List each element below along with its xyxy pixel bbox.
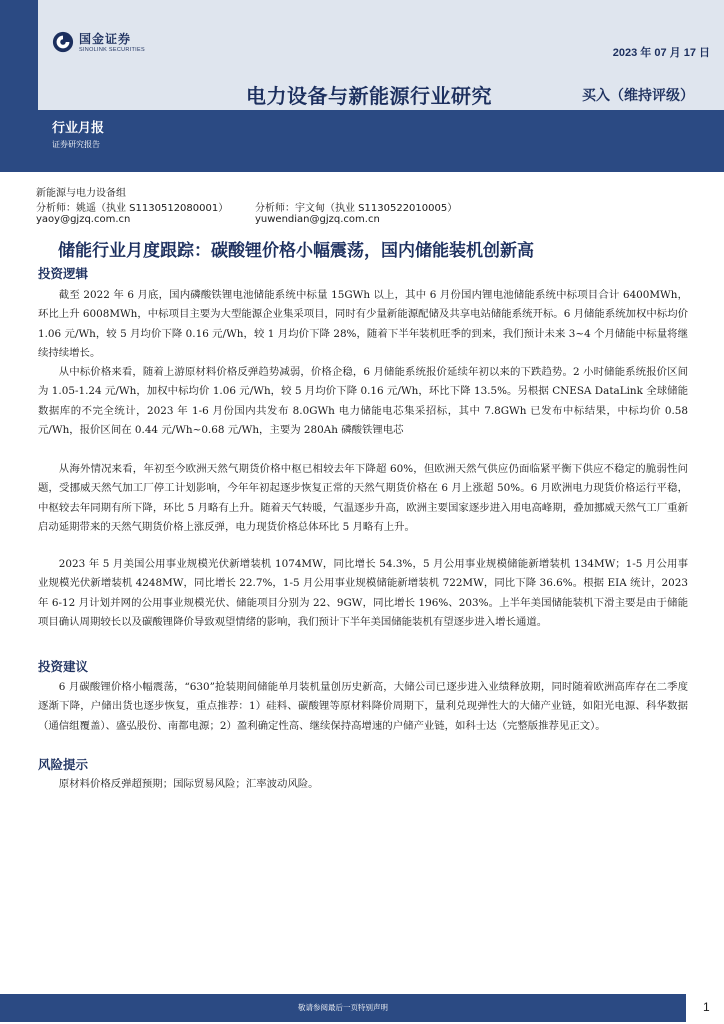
paragraph: 6 月碳酸锂价格小幅震荡，“630”抢装期间储能单月装机量创历史新高，大储公司已逐步进入业绩释放期，同时随着欧洲高库存在二季度逐渐下降，户储出货也逐步恢复，重点推荐：1）硅料、碳酸锂等原材料降价周期下，量利兑现弹性大的大储产业链，如阳光电源、科华数据（通信组覆盖）、盛弘股份、南都电源；2）盈利确定性高、继续保持高增速的户储产业链，如科士达（完整版推荐见正文）。 [38,681,688,732]
rating-badge: 买入（维持评级） [582,88,694,104]
paragraph: 2023 年 5 月美国公用事业规模光伏新增装机 1074MW，同比增长 54.3%，5 月公用事业规模储能新增装机 134MW；1-5 月公用事业规模光伏新增装机 4248MW，同比增长 22.7%，1-5 月公用事业规模储能新增装机 722MW，同比下降 36.6%。根据 EIA 统计，2023 年 6-12 月计划并网的公用事业规模光伏、储能项目分别为 22、9GW，同比增长 196%、203%。上半年美国储能装机下滑主要是由于储能项目确认周期较长以及碳酸锂降价导致观望情绪的影响，我们预计下半年美国储能装机有望逐步进入增长通道。 [38,558,688,629]
analyst-2: 分析师：宇文甸（执业 S1130522010005） [255,203,458,214]
section-heading-logic: 投资逻辑 [38,266,89,281]
analyst-2-email[interactable]: yuwendian@gjzq.com.cn [255,214,380,225]
paragraph: 原材料价格反弹超预期；国际贸易风险；汇率波动风险。 [58,778,319,790]
section-heading-advice: 投资建议 [38,659,89,674]
report-title: 电力设备与新能源行业研究 [246,84,492,108]
paragraph: 截至 2022 年 6 月底，国内磷酸铁锂电池储能系统中标量 15GWh 以上，其中 6 月份国内锂电池储能系统中标项目合计 6400MWh，环比上升 6008MWh，中标项目主要为大型能源企业集采项目，同时有少量新能源配储及共享电站储能系统开标。6 月储能系统加权中标均价 1.06 元/Wh，较 5 月均价下降 0.16 元/Wh，较 1 月均价下降 28%，随着下半年装机旺季的到来，我们预计未来 3~4 个月储能中标量将继续持续增长。 [38,289,688,360]
company-logo [52,30,145,53]
analyst-1-email[interactable]: yaoy@gjzq.com.cn [36,214,131,225]
page-number: 1 [703,1000,710,1014]
section-heading-risk: 风险提示 [38,757,89,772]
logo-name-cn: 国金证券 [79,32,132,46]
report-category: 证券研究报告 [52,140,100,149]
paragraph: 从海外情况来看，年初至今欧洲天然气期货价格中枢已相较去年下降超 60%，但欧洲天然气供应仍面临紧平衡下供应不稳定的脆弱性问题，受挪威天然气加工厂停工计划影响，今年年初起逐步恢复正常的天然气期货价格在 6 月上涨超 50%。6 月欧洲电力现货价格运行平稳，中枢较去年同期有所下降，环比 5 月略有上升。随着天气转暖，气温逐步升高，欧洲主要国家逐步进入用电高峰期，叠加挪威天然气工厂重新启动延期带来的天然气期货价格上涨反弹，电力现货价格总体环比 5 月略有上升。 [38,463,688,534]
logo-name-en: SINOLINK SECURITIES [79,47,145,53]
footer-disclaimer-note[interactable]: 敬请参阅最后一页特别声明 [298,1003,388,1012]
report-date: 2023 年 07 月 17 日 [612,47,710,59]
paragraph: 从中标价格来看，随着上游原材料价格反弹趋势减弱，价格企稳，6 月储能系统报价延续年初以来的下跌趋势。2 小时储能系统报价区间为 1.05-1.24 元/Wh，加权中标均价 1.06 元/Wh，较 5 月均价下降 0.16 元/Wh，环比下降 13.5%。另根据 CNESA DataLink 全球储能数据库的不完全统计，2023 年 1-6 月份国内共发布 8.0GWh 电力储能电芯集采招标，其中 7.8GWh 已发布中标结果，中标均价 0.58 元/Wh，报价区间在 0.44 元/Wh~0.68 元/Wh，主要为 280Ah 磷酸铁锂电芯 [38,366,688,437]
analyst-1: 分析师：姚遥（执业 S1130512080001） [36,203,229,214]
analyst-team: 新能源与电力设备组 [36,188,126,199]
document-title: 储能行业月度跟踪：碳酸锂价格小幅震荡，国内储能装机创新高 [58,241,534,261]
sinolink-logo-icon [52,31,74,53]
report-type: 行业月报 [52,121,105,136]
